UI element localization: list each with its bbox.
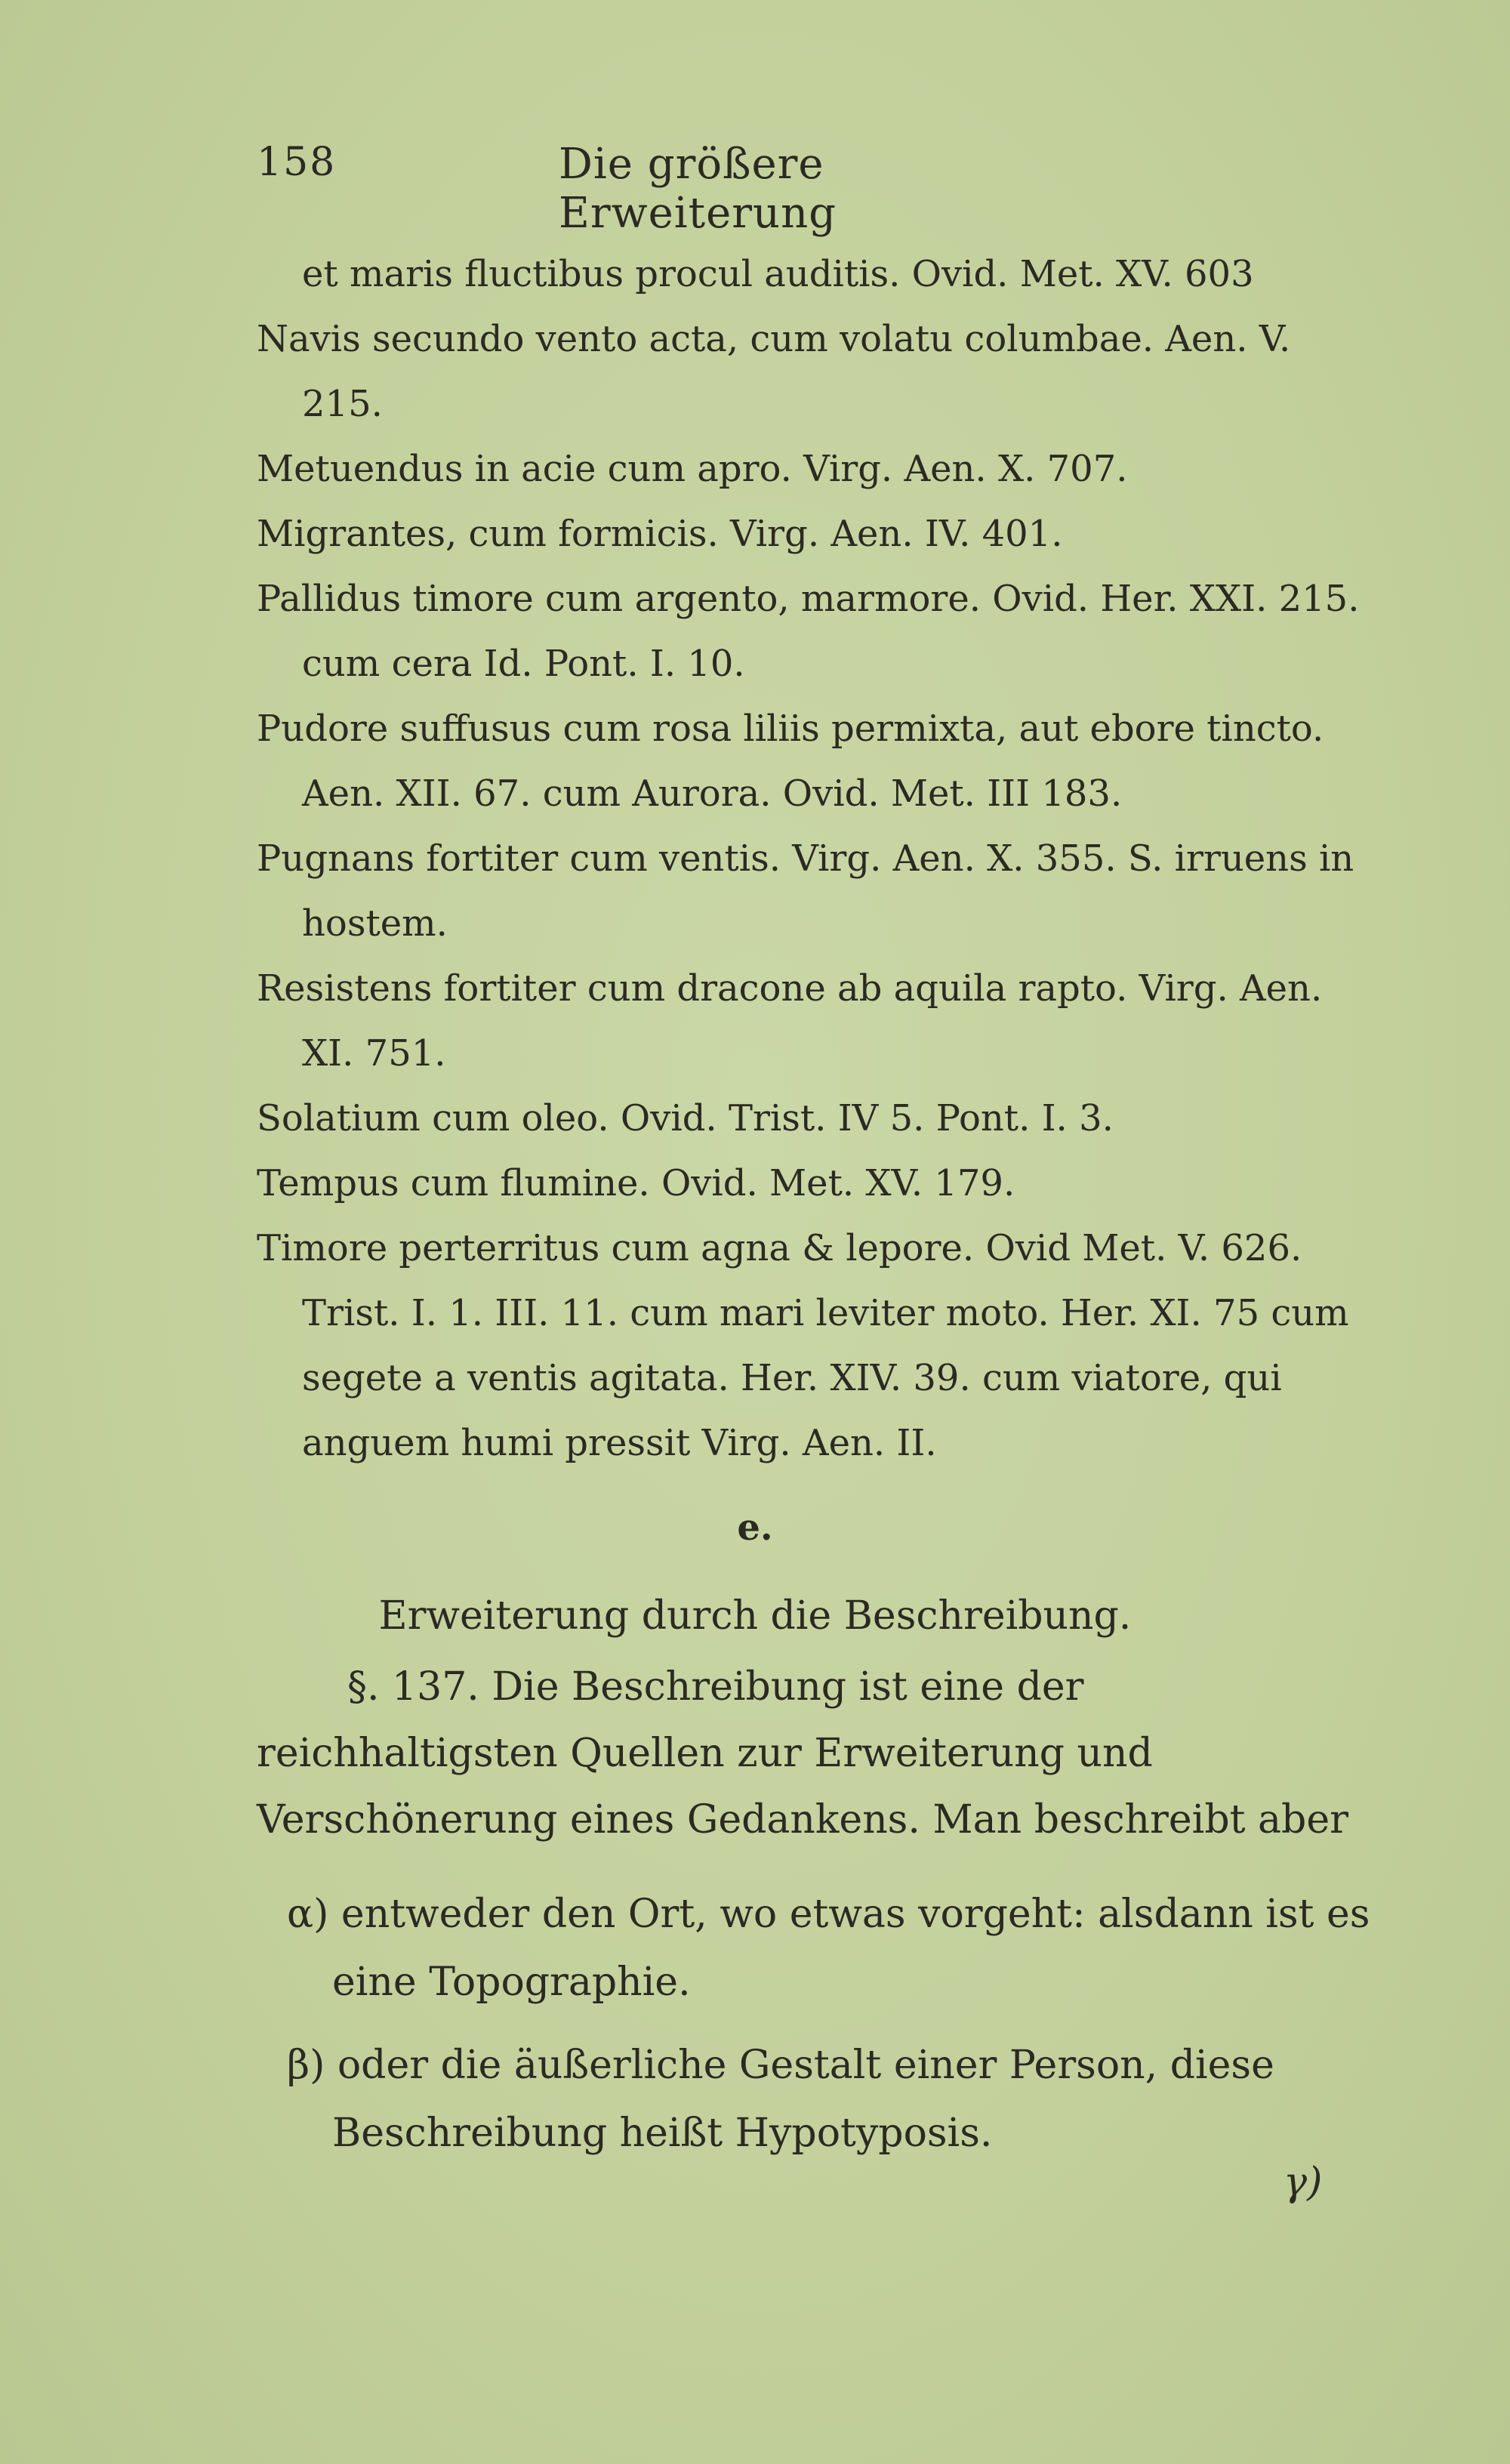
page-header — [257, 140, 1080, 238]
entry-line: Timore perterritus cum agna & lepore. Ovid Met. V. 626. Trist. I. 1. III. 11. cum mari leviter moto. Her. XI. 75 cum segete a ventis agitata. Her. XIV. 39. cum viatore, qui anguem humi pressit Virg. Aen. II. — [257, 1227, 1349, 1464]
entry-line: Solatium cum oleo. Ovid. Trist. IV 5. Pont. I. 3. — [257, 1097, 1114, 1139]
entry-line: Metuendus in acie cum apro. Virg. Aen. X. 707. — [257, 448, 1128, 490]
entry-line: Pugnans fortiter cum ventis. Virg. Aen. X. 355. S. irruens in hostem. — [257, 837, 1354, 945]
entry-line: Pallidus timore cum argento, marmore. Ovid. Her. XXI. 215. cum cera Id. Pont. I. 10. — [257, 578, 1360, 685]
section-title: Erweiterung durch die Beschreibung. — [378, 1593, 1132, 1639]
list-item-alpha: α) entweder den Ort, wo etwas vorgeht: alsdann ist es eine Topographie. — [287, 1892, 1370, 2005]
catchword: γ) — [1284, 2160, 1323, 2205]
page-number: 158 — [257, 140, 337, 185]
entries-list — [257, 242, 1374, 1476]
entry-line: Navis secundo vento acta, cum volatu columbae. Aen. V. 215. — [257, 318, 1291, 425]
entry-line: Pudore suffusus cum rosa liliis permixta, aut ebore tincto. Aen. XII. 67. cum Aurora. Ovid. Met. III 183. — [257, 708, 1324, 815]
entry-line: Tempus cum flumine. Ovid. Met. XV. 179. — [257, 1162, 1015, 1204]
section-mark: e. — [737, 1506, 773, 1549]
section-paragraph: §. 137. Die Beschreibung ist eine der reichhaltigsten Quellen zur Erweiterung und Verschönerung eines Gedankens. Man beschreibt aber — [257, 1664, 1348, 1843]
entry-line: Migrantes, cum formicis. Virg. Aen. IV. 401. — [257, 513, 1063, 555]
entry-line: Resistens fortiter cum dracone ab aquila rapto. Virg. Aen. XI. 751. — [257, 967, 1323, 1075]
list-item-beta: β) oder die äußerliche Gestalt einer Person, diese Beschreibung heißt Hypotyposis. — [287, 2043, 1274, 2156]
entry-line: et maris fluctibus procul auditis. Ovid. Met. XV. 603 — [302, 253, 1254, 295]
running-title: Die größere Erweiterung — [559, 140, 837, 238]
